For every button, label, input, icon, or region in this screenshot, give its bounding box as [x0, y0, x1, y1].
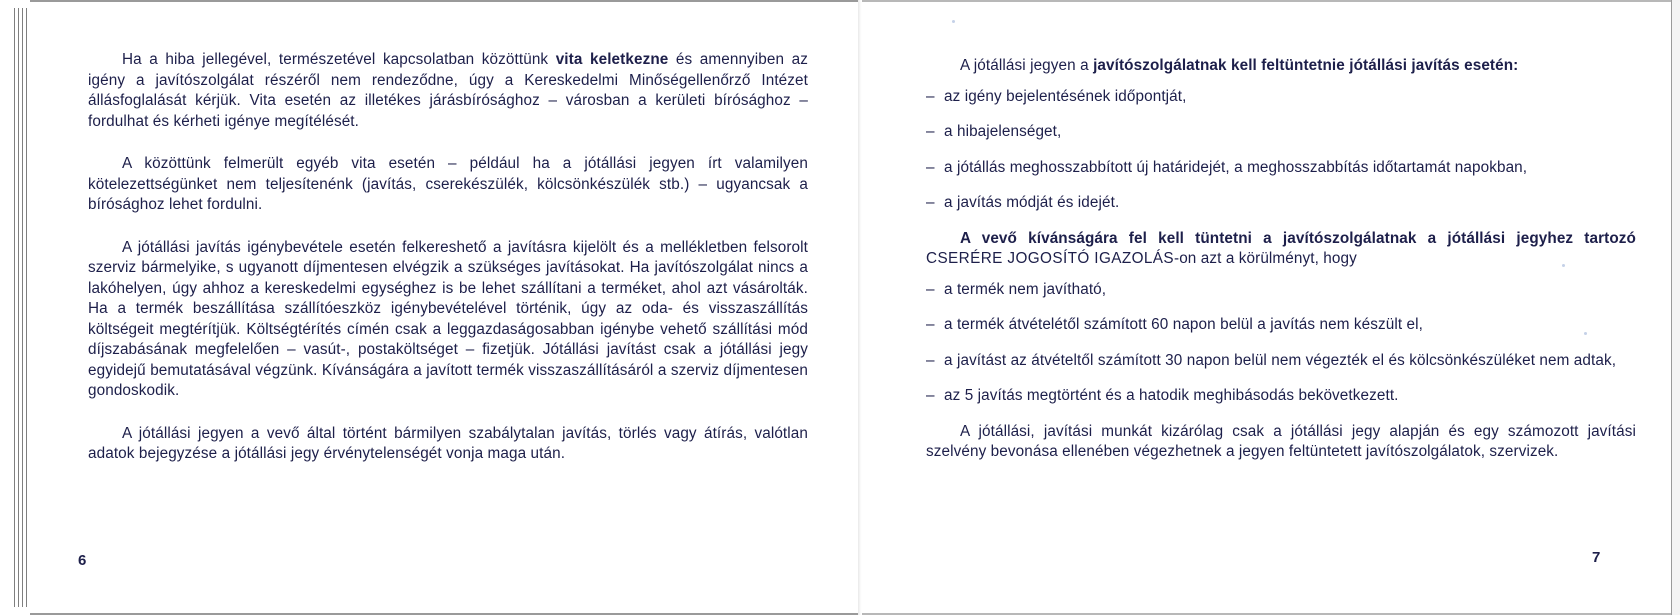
- paper-speck: [952, 20, 955, 23]
- dash-glyph: –: [926, 158, 935, 176]
- dash-glyph: –: [926, 387, 935, 404]
- dash-glyph: –: [926, 194, 935, 211]
- paragraph-invalidity: A jótállási jegyen a vevő által történt bármilyen szabálytalan javítás, törlés vagy átírás, valótlan adatok bejegyzése a jótállási jegy érvénytelenségét vonja maga után.: [88, 424, 808, 462]
- right-page: [862, 0, 1674, 615]
- dash-glyph: –: [926, 351, 935, 369]
- paragraph-dispute: [88, 50, 808, 132]
- intro-pre: A jótállási jegyen a: [960, 57, 1094, 74]
- left-page-text: [88, 50, 808, 487]
- list-item-text: a javítást az átvételtől számított 30 napon belül nem végezték el és kölcsönkészüléket nem adtak,: [944, 351, 1617, 369]
- page-number-left: 6: [78, 552, 87, 569]
- list-item-text: a termék nem javítható,: [944, 280, 1107, 298]
- list-item-text: az igény bejelentésének időpontját,: [944, 87, 1187, 105]
- list-item: [926, 280, 1636, 301]
- exchange-paragraph: [926, 229, 1636, 270]
- list-item-text: a javítás módját és idejét.: [944, 194, 1120, 211]
- intro-paragraph: [926, 56, 1636, 77]
- list-item-text: a termék átvételétől számított 60 napon belül a javítás nem készült el,: [944, 316, 1424, 333]
- dash-glyph: –: [926, 123, 935, 140]
- list-item: [926, 158, 1636, 179]
- list-item-text: az 5 javítás megtörtént és a hatodik meghibásodás bekövetkezett.: [944, 387, 1399, 404]
- list-item: [926, 351, 1636, 372]
- exchange-caps: CSERÉRE JOGOSÍTÓ IGAZOLÁS: [926, 250, 1174, 267]
- page-number-right: 7: [1592, 549, 1601, 566]
- list-item: [926, 193, 1636, 214]
- list-item: [926, 87, 1636, 108]
- left-page: [30, 0, 862, 615]
- intro-bold: javítószolgálatnak kell feltüntetnie jótállási javítás esetén:: [1093, 57, 1519, 74]
- paragraph-dispute-bold: vita keletkezne: [555, 51, 669, 68]
- right-page-edge: [1671, 0, 1680, 615]
- list-item: [926, 122, 1636, 143]
- paragraph-other-dispute: A közöttünk felmerült egyéb vita esetén – például ha a jótállási jegyen írt valamilyen kötelezettségünket nem teljesítenénk (javítás, cserekészülék, kölcsönkészülék stb.) – ugyancsak a bírósághoz lehet fordulni.: [88, 155, 808, 213]
- dash-glyph: –: [926, 316, 935, 333]
- list-item-text: a hibajelenséget,: [944, 123, 1062, 140]
- paper-speck: [1584, 332, 1587, 335]
- exchange-post: -on azt a körülményt, hogy: [1174, 250, 1357, 267]
- list-item: [926, 315, 1636, 336]
- paper-speck: [1562, 264, 1565, 267]
- dash-glyph: –: [926, 280, 935, 298]
- list-required-entries: [926, 87, 1636, 214]
- dash-glyph: –: [926, 87, 935, 105]
- closing-paragraph: A jótállási, javítási munkát kizárólag csak a jótállási jegy alapján és egy számozott javítási szelvény bevonása ellenében végezhetnek a jegyen feltüntetett javítószolgálatok, szervizek.: [926, 422, 1636, 460]
- exchange-bold: A vevő kívánságára fel kell tüntetni a javítószolgálatnak a jótállási jegyhez tartozó: [960, 229, 1636, 247]
- list-item-text: a jótállás meghosszabbított új határidejét, a meghosszabbítás időtartamát napokban,: [944, 158, 1528, 176]
- paragraph-dispute-post: és amennyiben az igény a javítószolgálat részéről nem rendeződne, úgy a Kereskedelmi Minőségellenőrző Intézet állásfoglalását kérjük. Vita esetén az illetékes járásbírósághoz – városban a kerületi bírósághoz – fordulhat és kérheti igénye megítélését.: [88, 51, 808, 130]
- paragraph-warranty-repair: A jótállási javítás igénybevétele esetén felkereshető a javításra kijelölt és a mellékletben felsorolt szerviz bármelyike, s ugyanott díjmentesen elvégzik a szükséges javításokat. Ha javítószolgálat nincs a lakóhelyen, úgy ahhoz a kereskedelmi egységhez is be lehet szállítani a terméket, ahol azt vásárolták. Ha a termék beszállítása szállítóeszköz igénybevételével történik, úgy az oda- és visszaszállítás költségeit megtérítjük. Költségtérítés címén csak a leggazdaságosabban igénybe vehető szállítási mód díjszabásának megfelelően – vasút-, postaköltséget – fizetjük. Jótállási javítást csak a jótállási jegy egyidejű bemutatásával végzünk. Kívánságára a javított termék visszaszállításáról a szerviz díjmentesen gondoskodik.: [88, 238, 808, 399]
- paragraph-dispute-pre: Ha a hiba jellegével, természetével kapcsolatban közöttünk: [122, 51, 556, 68]
- right-page-text: [926, 56, 1636, 463]
- list-item: [926, 386, 1636, 407]
- list-exchange-conditions: [926, 280, 1636, 407]
